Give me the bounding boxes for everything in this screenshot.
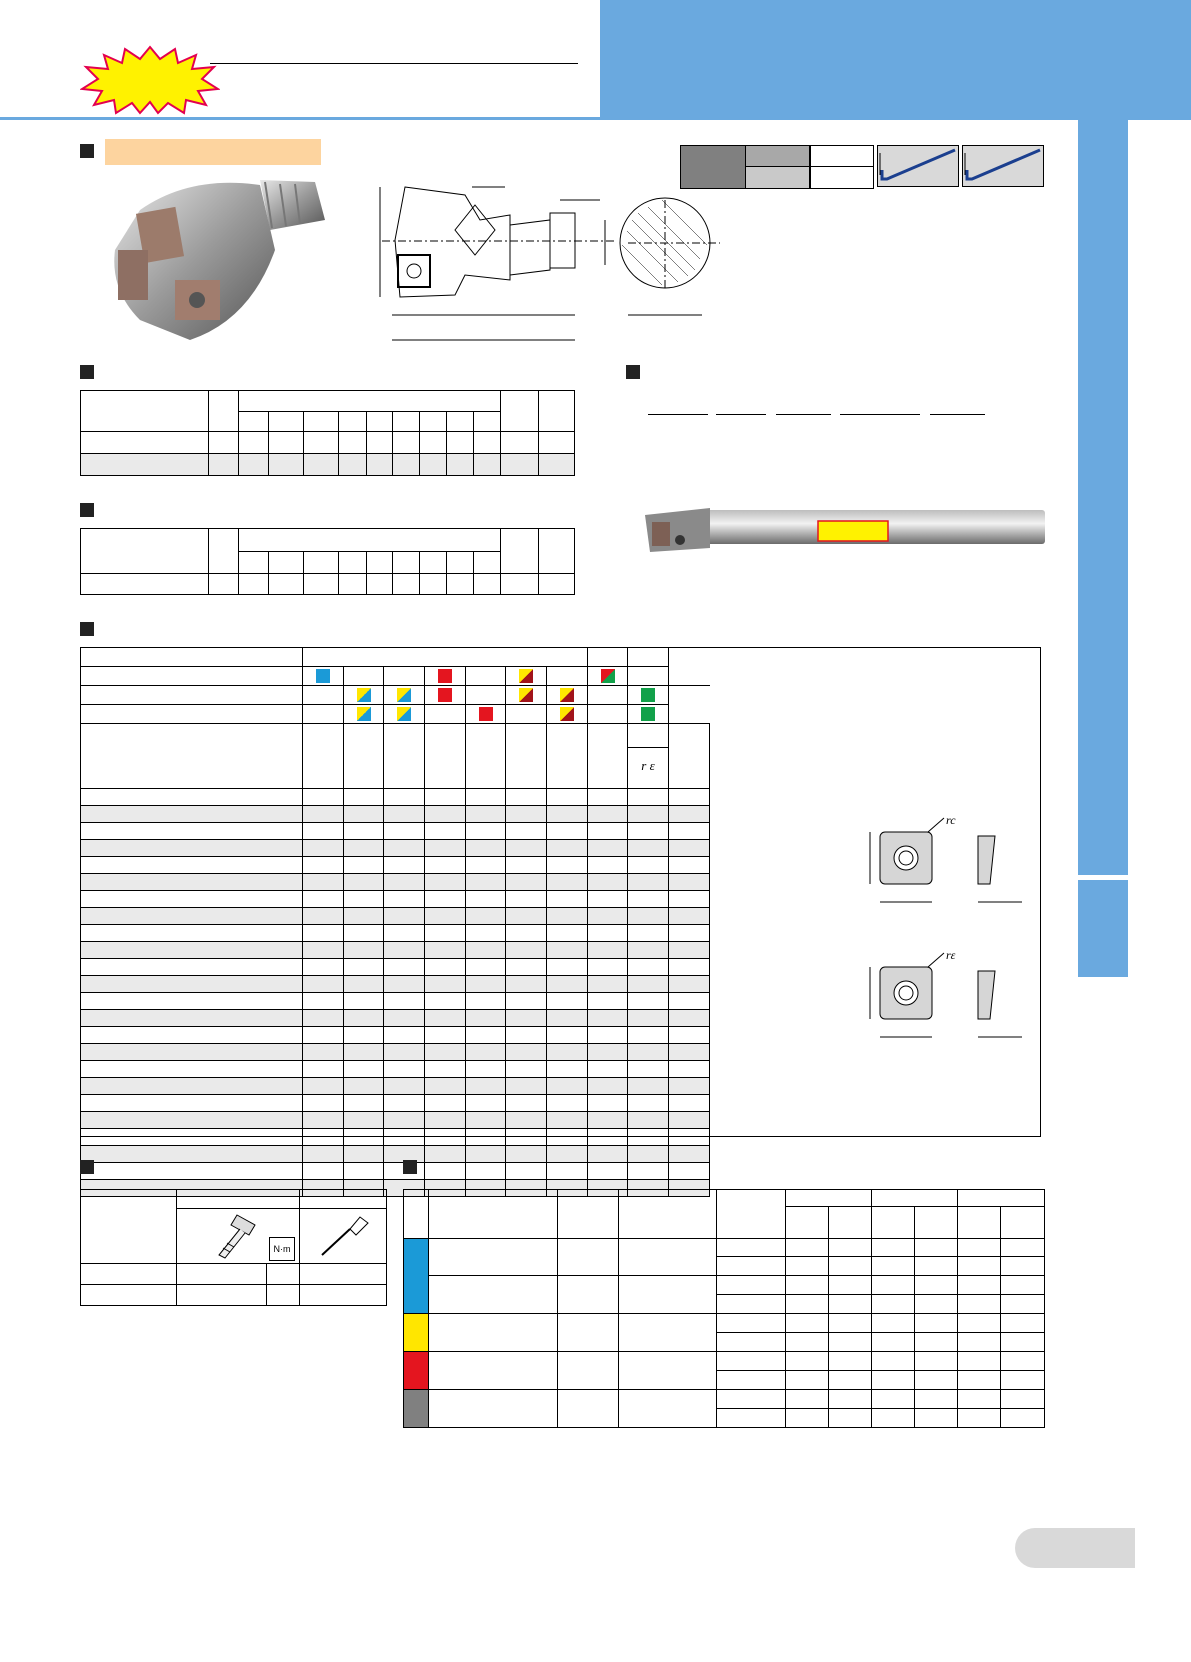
body-table-2 — [80, 528, 575, 595]
spec-box-white-1 — [809, 145, 874, 167]
insert-drawing-2 — [860, 945, 1030, 1045]
re-label-2: rε — [946, 948, 956, 962]
helical-icon — [962, 145, 1044, 187]
grade-chip — [641, 707, 655, 721]
side-tab-lower[interactable] — [1078, 880, 1128, 977]
section-marker — [626, 365, 640, 379]
r-epsilon-label: r ε — [628, 747, 668, 788]
screw-icon — [207, 1211, 262, 1261]
grade-chip — [438, 669, 452, 683]
grade-chip — [357, 707, 371, 721]
grade-chip — [357, 688, 371, 702]
section-marker — [80, 503, 94, 517]
grade-chip — [601, 669, 615, 683]
grade-chip — [438, 688, 452, 702]
grade-chip — [479, 707, 493, 721]
code-underline-4 — [840, 414, 920, 415]
spec-box-light — [745, 166, 811, 189]
section-marker — [80, 1160, 94, 1174]
header-underline — [0, 117, 1191, 120]
grade-chip — [519, 688, 533, 702]
cutter-photo — [100, 170, 340, 345]
title-rule — [210, 63, 578, 64]
conditions-table — [403, 1189, 1045, 1428]
side-tab-upper[interactable] — [1078, 120, 1128, 875]
spec-box-dark — [680, 145, 747, 189]
grade-chip — [560, 707, 574, 721]
cutter-drawing — [370, 175, 720, 350]
header-band — [600, 0, 1191, 120]
code-underline-2 — [716, 414, 766, 415]
body-table — [80, 390, 575, 476]
page-number-tab — [1015, 1528, 1135, 1568]
grade-chip — [397, 707, 411, 721]
screwdriver-icon — [314, 1211, 374, 1261]
code-underline-1 — [648, 414, 708, 415]
section-marker — [80, 365, 94, 379]
code-underline-5 — [930, 414, 985, 415]
grade-chip — [519, 669, 533, 683]
spec-box-white-2 — [809, 166, 874, 189]
code-underline-3 — [776, 414, 831, 415]
new-starburst-icon — [80, 45, 220, 115]
grade-chip — [560, 688, 574, 702]
grade-table — [80, 647, 749, 1197]
torque-icon: N·m — [269, 1237, 295, 1261]
rc-label-1: rc — [946, 813, 956, 827]
parts-table — [80, 1189, 387, 1306]
section-marker — [80, 144, 94, 158]
shank-photo — [640, 500, 1050, 555]
series-label-box — [105, 139, 321, 165]
grade-chip — [316, 669, 330, 683]
grade-chip — [641, 688, 655, 702]
ramping-icon — [877, 145, 959, 187]
grade-chip — [397, 688, 411, 702]
spec-box-mid — [745, 145, 811, 167]
section-marker — [80, 622, 94, 636]
section-marker — [403, 1160, 417, 1174]
insert-drawing-1 — [860, 810, 1030, 910]
